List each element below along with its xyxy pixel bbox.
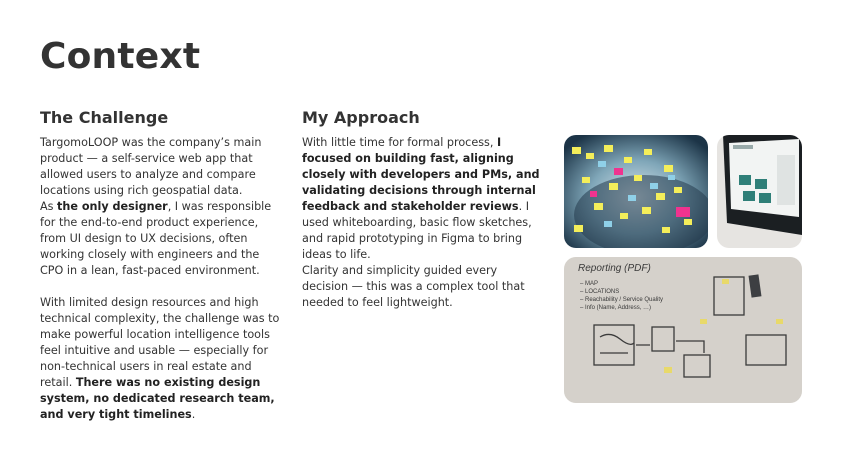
whiteboard-item-4: – Info (Name, Address, …) <box>580 305 652 311</box>
approach-text-1-pre: With little time for formal process, <box>302 136 497 149</box>
challenge-text-1b-post: , I was responsible for the end-to-end product experience, from UI design to UX decisions, often working closely with engineers and the CPO in a lean, fast-paced environment. <box>40 200 272 277</box>
approach-paragraph-2: Clarity and simplicity guided every decision — this was a complex tool that needed to feel lightweight. <box>302 264 525 309</box>
challenge-paragraph-1 <box>40 135 285 279</box>
approach-heading: My Approach <box>302 108 420 127</box>
challenge-text-1b-pre: As <box>40 200 58 213</box>
whiteboard-item-1: – MAP <box>580 281 599 287</box>
challenge-text-1b-bold: the only designer <box>57 200 168 213</box>
challenge-text-2-bold: There was no existing design system, no dedicated research team, and very tight timelines <box>40 376 275 421</box>
challenge-paragraph-2 <box>40 295 285 423</box>
challenge-text-2: With limited design resources and high technical complexity, the challenge was to make powerful location intelligence tools feel intuitive and usable — especially for non-technical users in real estate and retail. <box>40 296 280 389</box>
approach-text-1-bold: I focused on building fast, aligning closely with developers and PMs, and validating decisions through internal feedback and stakeholder reviews <box>302 136 540 213</box>
whiteboard-item-3: – Reachability / Service Quality <box>580 297 664 303</box>
whiteboard-title: Reporting (PDF) <box>578 263 651 274</box>
challenge-heading: The Challenge <box>40 108 169 127</box>
approach-body <box>302 135 542 311</box>
challenge-body <box>40 135 285 423</box>
laptop-screen-photo <box>717 135 802 248</box>
workshop-sticky-notes-photo <box>564 135 708 248</box>
approach-text-1-post: . I used whiteboarding, basic flow sketches, and rapid prototyping in Figma to bring ideas to life. <box>302 200 532 261</box>
approach-paragraph-1 <box>302 135 542 263</box>
challenge-text-2-end: . <box>191 408 196 421</box>
page-title: Context <box>40 36 201 77</box>
whiteboard-sketch-photo <box>564 257 802 403</box>
whiteboard-item-2: – LOCATIONS <box>580 289 620 295</box>
challenge-text-1a: TargomoLOOP was the company’s main product — a self-service web app that allowed users to analyze and compare locations using rich geospatial data. <box>40 136 262 197</box>
